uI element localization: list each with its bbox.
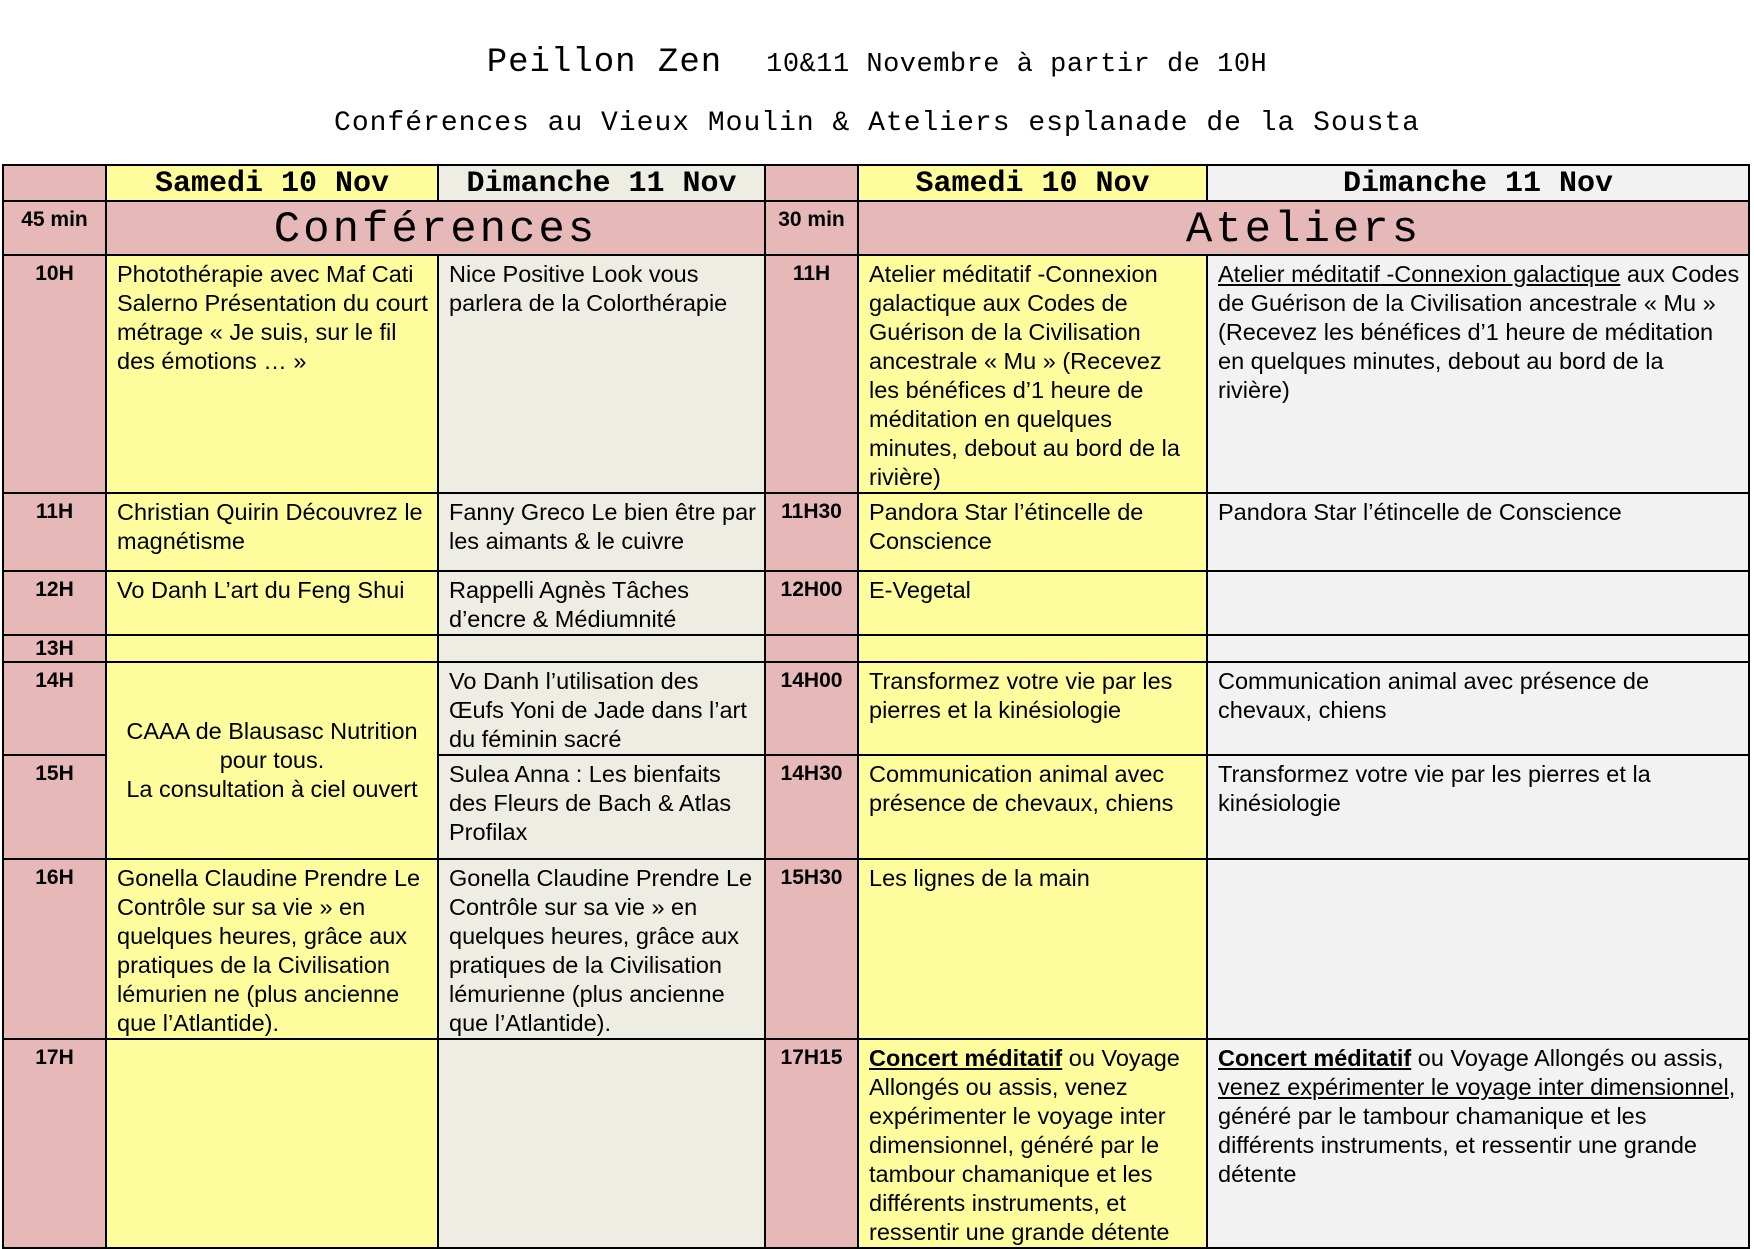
conf-time: 10H [3, 255, 106, 493]
atelier-time: 17H15 [765, 1039, 858, 1248]
atelier-duration: 30 min [765, 201, 858, 255]
concert-text-part2: , généré par le tambour chamanique et les différents instruments, et ressentir une grande détente [1218, 1074, 1736, 1187]
conf-time: 16H [3, 859, 106, 1039]
atelier-sat-session [858, 635, 1207, 662]
atelier-time [765, 635, 858, 662]
atelier-sun-session [1207, 255, 1749, 493]
atelier-link-text: Atelier méditatif -Connexion galactique [1218, 261, 1621, 287]
conf-sun-session: Rappelli Agnès Tâches d’encre & Médiumnité [438, 571, 765, 635]
conf-sun-session: Fanny Greco Le bien être par les aimants & le cuivre [438, 493, 765, 571]
conf-time: 15H [3, 755, 106, 859]
table-row [3, 493, 1749, 571]
table-row [3, 662, 1749, 755]
conf-sat-session: Christian Quirin Découvrez le magnétisme [106, 493, 438, 571]
conf-sat-session [106, 1039, 438, 1248]
table-row [3, 859, 1749, 1039]
conf-sat-session: Gonella Claudine Prendre Le Contrôle sur sa vie » en quelques heures, grâce aux pratiques de la Civilisation lémurien ne (plus ancienne que l’Atlantide). [106, 859, 438, 1039]
table-row [3, 255, 1749, 493]
conf-sun-session: Sulea Anna : Les bienfaits des Fleurs de Bach & Atlas Profilax [438, 755, 765, 859]
atelier-day-saturday: Samedi 10 Nov [858, 165, 1207, 201]
conf-sun-session [438, 1039, 765, 1248]
atelier-sun-concert [1207, 1039, 1749, 1248]
document-subtitle: Conférences au Vieux Moulin & Ateliers esplanade de la Sousta [334, 108, 1420, 139]
atelier-sun-session [1207, 571, 1749, 635]
atelier-sat-concert [858, 1039, 1207, 1248]
document-title-line [0, 44, 1754, 82]
atelier-time: 12H00 [765, 571, 858, 635]
concert-link-text: venez expérimenter le voyage inter dimensionnel [1218, 1074, 1729, 1100]
section-header-row [3, 201, 1749, 255]
conf-time: 12H [3, 571, 106, 635]
conf-time: 17H [3, 1039, 106, 1248]
conf-day-sunday: Dimanche 11 Nov [438, 165, 765, 201]
atelier-sun-session: Communication animal avec présence de chevaux, chiens [1207, 662, 1749, 755]
atelier-sun-session [1207, 635, 1749, 662]
table-row [3, 571, 1749, 635]
atelier-time: 14H30 [765, 755, 858, 859]
atelier-sat-session: Communication animal avec présence de chevaux, chiens [858, 755, 1207, 859]
conf-sun-session [438, 635, 765, 662]
atelier-text: aux Codes de Guérison de la Civilisation ancestrale « Mu » (Recevez les bénéfices d’1 heure de méditation en quelques minutes, debout au bord de la rivière) [1218, 261, 1740, 403]
conf-time: 11H [3, 493, 106, 571]
atelier-time: 11H30 [765, 493, 858, 571]
caaa-line2: La consultation à ciel ouvert [126, 776, 418, 802]
atelier-day-sunday: Dimanche 11 Nov [1207, 165, 1749, 201]
conf-time: 14H [3, 662, 106, 755]
atelier-sat-session: E-Vegetal [858, 571, 1207, 635]
conf-sun-session: Nice Positive Look vous parlera de la Colorthérapie [438, 255, 765, 493]
atelier-sun-session: Pandora Star l’étincelle de Conscience [1207, 493, 1749, 571]
atelier-time: 11H [765, 255, 858, 493]
conf-sat-session: Vo Danh L’art du Feng Shui [106, 571, 438, 635]
event-dates: 10&11 Novembre à partir de 10H [766, 50, 1268, 80]
table-row [3, 1039, 1749, 1248]
conf-time: 13H [3, 635, 106, 662]
ateliers-heading: Ateliers [858, 201, 1749, 255]
day-header-row [3, 165, 1749, 201]
header-blank-cell [765, 165, 858, 201]
caaa-line1: CAAA de Blausasc Nutrition pour tous. [126, 718, 418, 773]
atelier-time: 15H30 [765, 859, 858, 1039]
atelier-time: 14H00 [765, 662, 858, 755]
conf-sun-session: Gonella Claudine Prendre Le Contrôle sur sa vie » en quelques heures, grâce aux pratiques de la Civilisation lémurienne (plus ancienne que l’Atlantide). [438, 859, 765, 1039]
conf-sun-session: Vo Danh l’utilisation des Œufs Yoni de Jade dans l’art du féminin sacré [438, 662, 765, 755]
conf-sat-session: Photothérapie avec Maf Cati Salerno Présentation du court métrage « Je suis, sur le fil des émotions … » [106, 255, 438, 493]
conferences-heading: Conférences [106, 201, 765, 255]
conf-day-saturday: Samedi 10 Nov [106, 165, 438, 201]
concert-text: ou Voyage Allongés ou assis, venez expérimenter le voyage inter dimensionnel, généré par le tambour chamanique et les différents instruments, et ressentir une grande détente [869, 1045, 1180, 1245]
header-blank-cell [3, 165, 106, 201]
atelier-sat-session: Atelier méditatif -Connexion galactique aux Codes de Guérison de la Civilisation ancestrale « Mu » (Recevez les bénéfices d’1 heure de méditation en quelques minutes, debout au bord de la rivière) [858, 255, 1207, 493]
concert-text-part1: ou Voyage Allongés ou assis, [1411, 1045, 1724, 1071]
conf-sat-session [106, 635, 438, 662]
atelier-sat-session: Transformez votre vie par les pierres et la kinésiologie [858, 662, 1207, 755]
schedule-table [2, 164, 1750, 1249]
conf-sat-session-caaa [106, 662, 438, 859]
atelier-sun-session [1207, 859, 1749, 1039]
concert-title: Concert méditatif [869, 1045, 1063, 1071]
atelier-sun-session: Transformez votre vie par les pierres et la kinésiologie [1207, 755, 1749, 859]
atelier-sat-session: Les lignes de la main [858, 859, 1207, 1039]
conf-duration: 45 min [3, 201, 106, 255]
concert-title: Concert méditatif [1218, 1045, 1412, 1071]
table-row [3, 635, 1749, 662]
document-title: Peillon Zen [486, 44, 723, 82]
atelier-sat-session: Pandora Star l’étincelle de Conscience [858, 493, 1207, 571]
